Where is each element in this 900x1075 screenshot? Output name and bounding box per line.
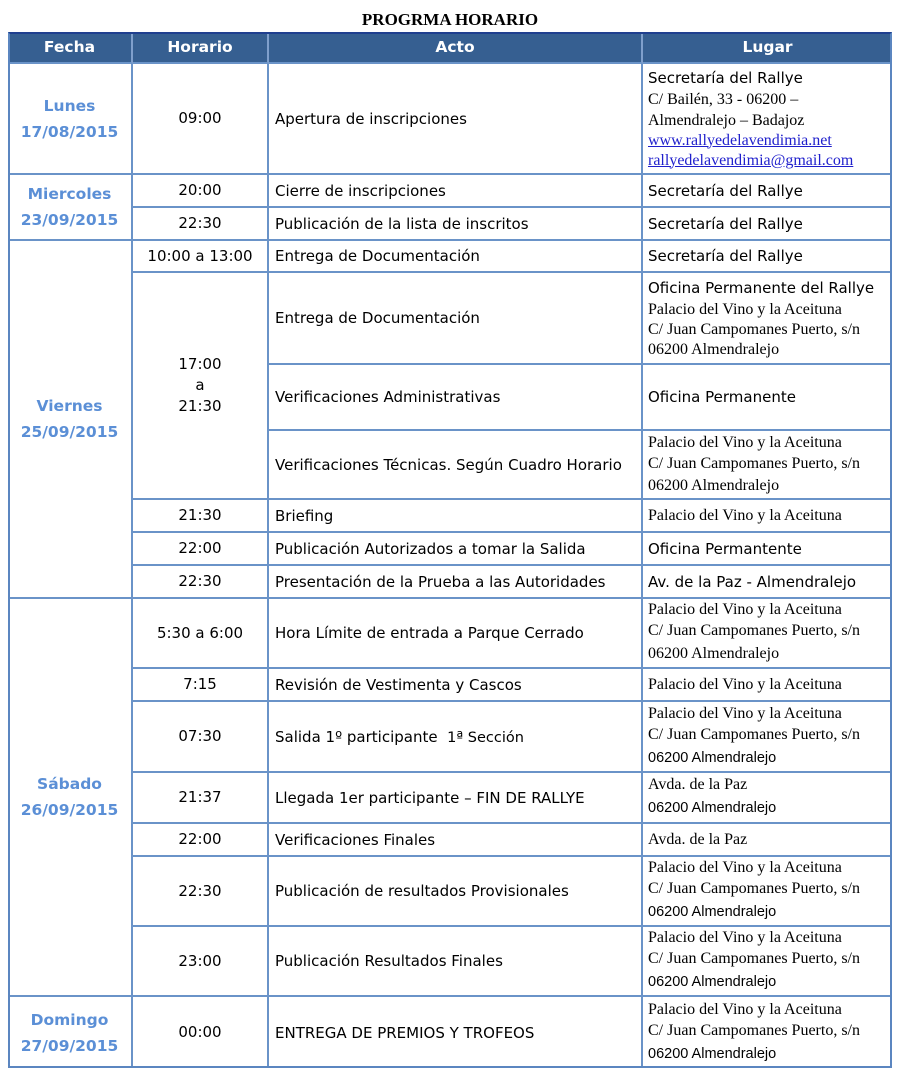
place-line: 06200 Almendralejo: [648, 799, 777, 816]
place-cell: [643, 175, 892, 208]
act-cell: Publicación Autorizados a tomar la Salida: [269, 533, 643, 566]
act-cell: Llegada 1er participante – FIN DE RALLYE: [269, 773, 643, 824]
place-line: Oficina Permantente: [648, 539, 802, 558]
place-cell: [643, 669, 892, 702]
act-cell: Hora Límite de entrada a Parque Cerrado: [269, 599, 643, 669]
day-name: Lunes: [43, 96, 96, 115]
place-cell: [643, 702, 892, 773]
time-line: a: [195, 376, 205, 394]
time-cell: 21:30: [133, 500, 269, 533]
place-line: Avda. de la Paz: [648, 830, 748, 848]
act-section: 1ª Sección: [447, 729, 524, 746]
time-cell: 22:30: [133, 566, 269, 599]
place-line: Almendralejo – Badajoz: [648, 111, 805, 129]
place-cell: [643, 273, 892, 365]
time-cell: 7:15: [133, 669, 269, 702]
time-cell: 5:30 a 6:00: [133, 599, 269, 669]
day-date: 23/09/2015: [20, 211, 119, 229]
time-line: 17:00: [178, 355, 222, 373]
act-cell: Entrega de Documentación: [269, 273, 643, 365]
act-cell: ENTREGA DE PREMIOS Y TROFEOS: [269, 997, 643, 1068]
header-horario: Horario: [133, 32, 269, 64]
act-cell: Verificaciones Técnicas. Según Cuadro Horario: [269, 431, 643, 500]
act-cell: Verificaciones Finales: [269, 824, 643, 857]
date-cell: [8, 599, 133, 997]
place-line: 06200 Almendralejo: [648, 974, 777, 990]
website-link[interactable]: www.rallyedelavendimia.net: [648, 131, 832, 149]
place-line: Oficina Permanente: [648, 388, 796, 406]
day-name: Sábado: [37, 775, 102, 793]
act-cell: Presentación de la Prueba a las Autoridades: [269, 566, 643, 599]
act-cell: Briefing: [269, 500, 643, 533]
place-line: C/ Juan Campomanes Puerto, s/n: [648, 880, 860, 897]
place-line: C/ Juan Campomanes Puerto, s/n: [648, 454, 860, 472]
place-line: Palacio del Vino y la Aceituna: [648, 929, 842, 946]
date-cell: [8, 175, 133, 241]
place-line: Palacio del Vino y la Aceituna: [648, 1000, 842, 1018]
header-fecha: Fecha: [8, 32, 133, 64]
place-cell: [643, 241, 892, 273]
time-cell: 22:00: [133, 533, 269, 566]
time-cell: 20:00: [133, 175, 269, 208]
act-cell: Publicación de la lista de inscritos: [269, 208, 643, 241]
date-cell: [8, 241, 133, 599]
place-line: Palacio del Vino y la Aceituna: [648, 704, 842, 722]
act-cell: Cierre de inscripciones: [269, 175, 643, 208]
place-cell: [643, 824, 892, 857]
place-line: Palacio del Vino y la Aceituna: [648, 506, 842, 524]
time-cell: 23:00: [133, 927, 269, 997]
time-cell: 22:30: [133, 208, 269, 241]
place-line: C/ Juan Campomanes Puerto, s/n: [648, 622, 860, 639]
place-line: Av. de la Paz - Almendralejo: [648, 572, 857, 591]
place-line: C/ Bailén, 33 - 06200 –: [648, 90, 799, 108]
place-line: Palacio del Vino y la Aceituna: [648, 433, 842, 451]
place-line: Secretaría del Rallye: [648, 214, 803, 233]
place-line: Palacio del Vino y la Aceituna: [648, 859, 842, 876]
time-cell: 22:30: [133, 857, 269, 927]
place-line: C/ Juan Campomanes Puerto, s/n: [648, 321, 860, 338]
place-cell: [643, 566, 892, 599]
date-cell: [8, 997, 133, 1068]
header-lugar: Lugar: [643, 32, 892, 64]
place-cell: [643, 431, 892, 500]
place-line: 06200 Almendralejo: [648, 341, 780, 358]
day-name: Miercoles: [27, 185, 112, 203]
place-line: Palacio del Vino y la Aceituna: [648, 601, 842, 618]
time-cell: 00:00: [133, 997, 269, 1068]
place-line: 06200 Almendralejo: [648, 904, 777, 920]
time-cell: 10:00 a 13:00: [133, 241, 269, 273]
place-line: 06200 Almendralejo: [648, 645, 780, 662]
day-name: Viernes: [36, 397, 103, 415]
act-text: Salida 1º participante: [275, 727, 438, 746]
place-line: Secretaría del Rallye: [648, 181, 803, 200]
place-line: 06200 Almendralejo: [648, 476, 780, 494]
act-cell: Publicación de resultados Provisionales: [269, 857, 643, 927]
place-cell: [643, 773, 892, 824]
schedule-table: [8, 32, 892, 1068]
place-line: Secretaría del Rallye: [648, 247, 803, 265]
place-cell: [643, 927, 892, 997]
place-line: Palacio del Vino y la Aceituna: [648, 675, 842, 693]
header-acto: Acto: [269, 32, 643, 64]
place-cell: [643, 208, 892, 241]
place-cell: [643, 533, 892, 566]
day-date: 26/09/2015: [20, 801, 119, 819]
time-cell: 21:37: [133, 773, 269, 824]
time-cell: [133, 273, 269, 500]
date-cell: [8, 64, 133, 175]
place-line: Oficina Permanente del Rallye: [648, 279, 875, 297]
time-cell: 07:30: [133, 702, 269, 773]
time-line: 21:30: [178, 397, 222, 415]
place-cell: [643, 365, 892, 431]
act-cell: Revisión de Vestimenta y Cascos: [269, 669, 643, 702]
place-cell: [643, 857, 892, 927]
place-line: Secretaría del Rallye: [648, 68, 803, 87]
act-cell: Entrega de Documentación: [269, 241, 643, 273]
place-cell: [643, 997, 892, 1068]
email-link[interactable]: rallyedelavendimia@gmail.com: [648, 151, 854, 169]
place-cell: [643, 500, 892, 533]
place-line: C/ Juan Campomanes Puerto, s/n: [648, 725, 860, 743]
place-cell: [643, 599, 892, 669]
act-cell: Apertura de inscripciones: [269, 64, 643, 175]
place-line: 06200 Almendralejo: [648, 1045, 777, 1062]
place-line: Avda. de la Paz: [648, 775, 748, 793]
time-cell: 09:00: [133, 64, 269, 175]
place-line: C/ Juan Campomanes Puerto, s/n: [648, 950, 860, 967]
place-cell: [643, 64, 892, 175]
place-line: Palacio del Vino y la Aceituna: [648, 301, 842, 318]
day-date: 25/09/2015: [20, 423, 119, 441]
act-cell: Publicación Resultados Finales: [269, 927, 643, 997]
act-cell: Verificaciones Administrativas: [269, 365, 643, 431]
act-cell: [269, 702, 643, 773]
page-title: PROGRMA HORARIO: [361, 10, 539, 29]
day-name: Domingo: [30, 1010, 109, 1029]
day-date: 17/08/2015: [20, 122, 119, 141]
day-date: 27/09/2015: [20, 1036, 119, 1055]
place-line: 06200 Almendralejo: [648, 749, 777, 766]
time-cell: 22:00: [133, 824, 269, 857]
place-line: C/ Juan Campomanes Puerto, s/n: [648, 1021, 860, 1039]
